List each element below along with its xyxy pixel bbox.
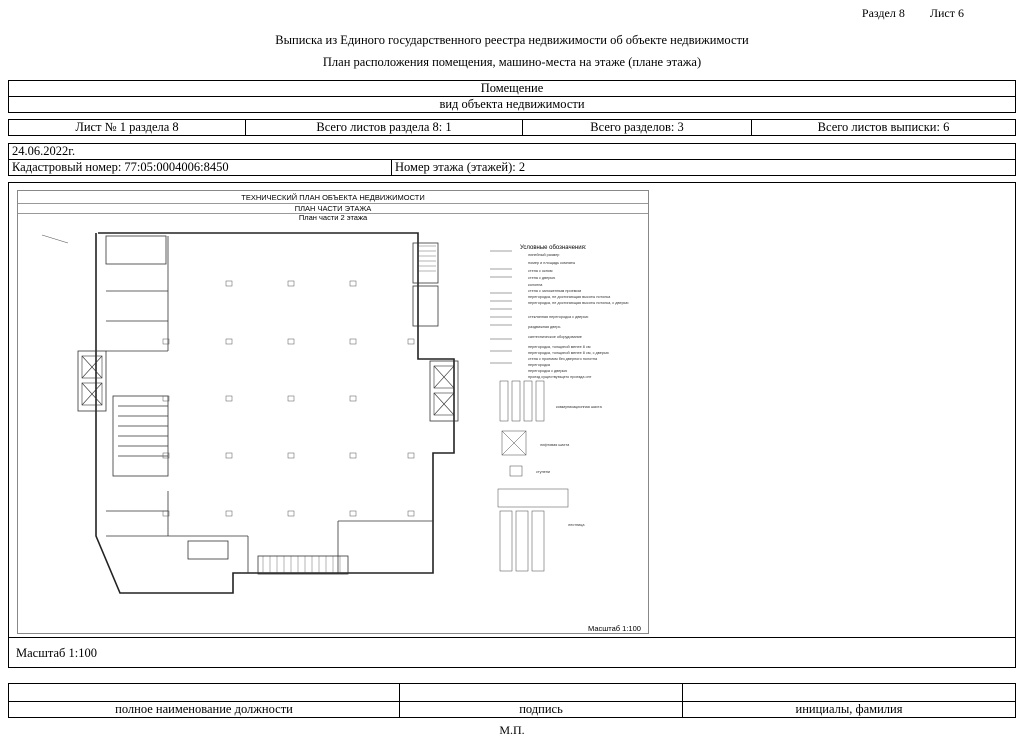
info-table <box>8 143 1016 176</box>
scale-row <box>8 638 1016 668</box>
sheet-number: Лист № 1 раздела 8 <box>9 120 246 136</box>
section-sheet-header <box>840 6 964 21</box>
legend-item: перегородка, толщиной менее 8 см <box>528 345 591 349</box>
extract-date: 24.06.2022г. <box>9 144 1016 160</box>
legend-stairs-label: лестница <box>568 523 585 527</box>
signature-position-cell <box>9 684 400 702</box>
outer-walls <box>96 233 454 593</box>
legend-item: раздвижная дверь <box>528 325 561 329</box>
object-name: Помещение <box>9 81 1016 97</box>
signature-sign-label: подпись <box>400 702 683 718</box>
technical-plan-sheet <box>17 190 649 634</box>
signature-sign-cell <box>400 684 683 702</box>
legend-item: сантехническое оборудование <box>528 335 582 339</box>
plan-inner-scale: Масштаб 1:100 <box>588 624 641 633</box>
floor-plan-area <box>8 182 1016 638</box>
legend-item: колонна <box>528 283 543 287</box>
legend-shaft-label: коммуникационная шахта <box>556 405 602 409</box>
total-sheets-section: Всего листов раздела 8: 1 <box>246 120 523 136</box>
section-label: Раздел 8 <box>861 6 905 20</box>
legend-item: стена с заложенным проемом <box>528 289 582 293</box>
legend-item: перегородка <box>528 363 551 367</box>
summary-table <box>8 119 1016 136</box>
object-table <box>8 80 1016 113</box>
total-sheets-extract: Всего листов выписки: 6 <box>752 120 1016 136</box>
plan-part-title: План части 2 этажа <box>298 213 368 222</box>
legend-item: стена с дверью <box>528 276 556 280</box>
legend-item: перегородка с дверью <box>528 369 568 373</box>
legend-title: Условные обозначения: <box>520 245 587 251</box>
legend-item: проезд существующего проезда опт <box>528 375 592 379</box>
cadastral-number: Кадастровый номер: 77:05:0004006:8450 <box>9 160 392 176</box>
legend-item: перегородка, не достигающая высоты потолка, с дверью <box>528 301 629 305</box>
legend-item: стена с окном <box>528 269 553 273</box>
legend-item: линейный размер <box>528 253 560 257</box>
legend-item: перегородка, не достигающая высоты потолка <box>528 295 611 299</box>
signature-position-label: полное наименование должности <box>9 702 400 718</box>
total-sections: Всего разделов: 3 <box>523 120 752 136</box>
north-arrow-icon <box>42 235 68 243</box>
sheet-label: Лист 6 <box>929 6 964 20</box>
legend-item: стеклянная перегородка с дверью <box>528 315 589 319</box>
legend-item: стена с проемом без дверного полотна <box>528 357 598 361</box>
column-markers <box>163 281 414 516</box>
object-kind: вид объекта недвижимости <box>9 97 1016 113</box>
document-subtitle: План расположения помещения, машино-места на этаже (плане этажа) <box>322 55 702 69</box>
legend-lift-label: лифтовая шахта <box>540 443 570 447</box>
scale-label: Масштаб 1:100 <box>16 646 97 660</box>
plan-heading: ТЕХНИЧЕСКИЙ ПЛАН ОБЪЕКТА НЕДВИЖИМОСТИ <box>241 193 425 202</box>
legend-item: перегородка, толщиной менее 8 см, с дверью <box>528 351 609 355</box>
legend-symbols <box>490 251 568 571</box>
document-title: Выписка из Единого государственного реестра недвижимости об объекте недвижимости <box>275 33 749 47</box>
floor-number: Номер этажа (этажей): 2 <box>392 160 1016 176</box>
floor-plan-drawing <box>18 191 650 635</box>
legend-steps-label: ступени <box>536 470 550 474</box>
stairs-hatch <box>263 246 436 574</box>
stamp-place: М.П. <box>499 723 525 737</box>
interior-walls <box>78 236 458 574</box>
plan-subheading: ПЛАН ЧАСТИ ЭТАЖА <box>294 204 372 213</box>
signature-name-label: инициалы, фамилия <box>683 702 1016 718</box>
signature-table <box>8 683 1016 718</box>
signature-name-cell <box>683 684 1016 702</box>
legend-item: номер и площадь комнаты <box>528 261 576 265</box>
